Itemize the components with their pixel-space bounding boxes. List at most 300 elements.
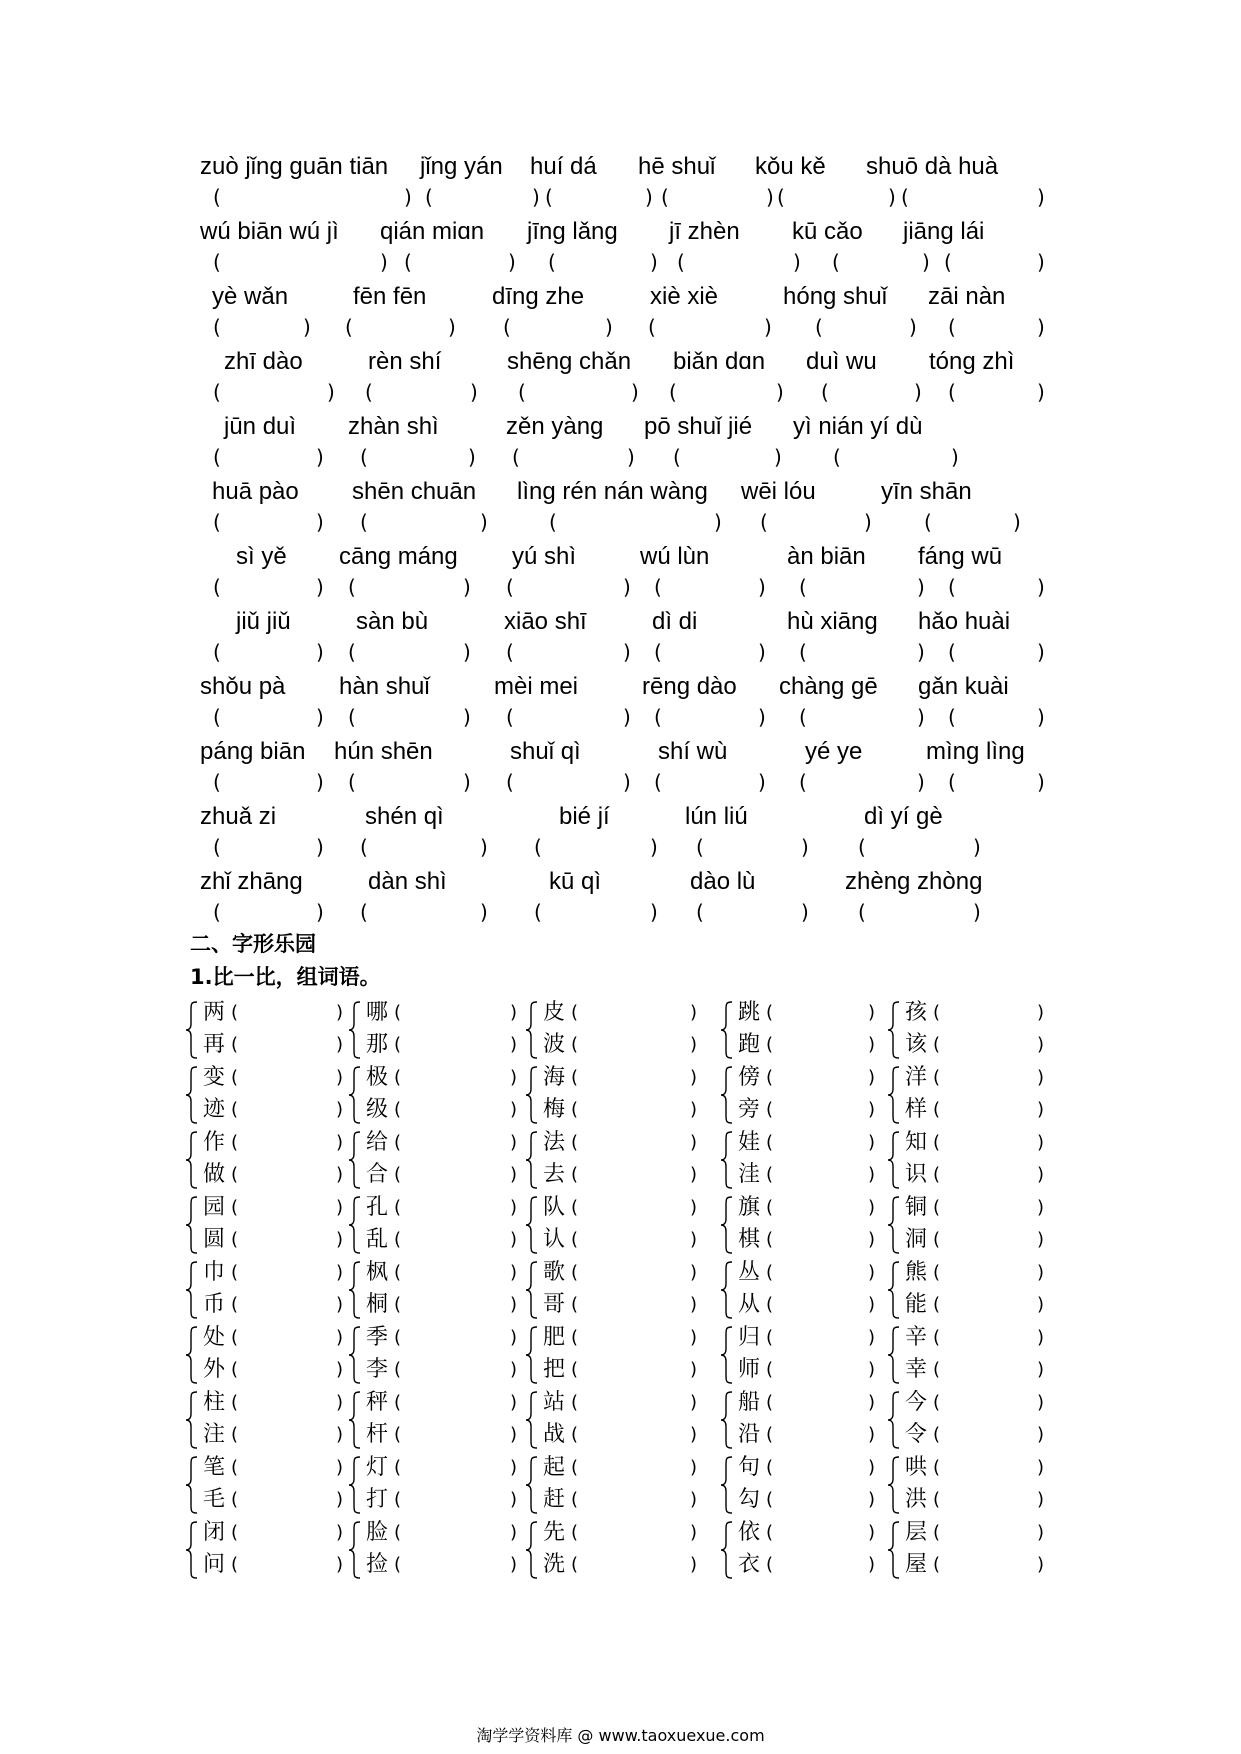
word-blank[interactable]: (	[394, 1262, 402, 1283]
answer-blank-open[interactable]: (	[512, 445, 520, 469]
answer-blank-open[interactable]: (	[948, 640, 956, 664]
answer-blank-close: )	[758, 575, 766, 599]
word-blank[interactable]: (	[394, 1099, 402, 1120]
char-pair	[720, 1453, 882, 1515]
char-pair	[185, 1193, 350, 1255]
char-pair	[720, 1193, 882, 1255]
word-blank[interactable]: (	[933, 1294, 941, 1315]
word-blank[interactable]: (	[394, 1132, 402, 1153]
compare-character: 屋	[905, 1552, 928, 1577]
answer-blank-open[interactable]: (	[799, 705, 807, 729]
answer-blank-open[interactable]: (	[948, 315, 956, 339]
word-blank[interactable]: (	[394, 1457, 402, 1478]
word-blank[interactable]: (	[933, 1132, 941, 1153]
answer-blank-open[interactable]: (	[348, 575, 356, 599]
compare-character: 洼	[738, 1162, 761, 1187]
brace-icon	[720, 1065, 734, 1129]
pinyin-word: zhī dào	[224, 348, 303, 375]
word-blank[interactable]: (	[766, 1229, 774, 1250]
compare-character: 再	[203, 1032, 226, 1057]
char-pair	[887, 1453, 1051, 1515]
word-blank[interactable]: (	[766, 1327, 774, 1348]
compare-character: 乱	[366, 1227, 389, 1252]
answer-blank-open[interactable]: (	[506, 575, 514, 599]
word-blank[interactable]: (	[933, 1229, 941, 1250]
answer-blank-open[interactable]: (	[506, 770, 514, 794]
answer-blank-close: )	[650, 900, 658, 924]
word-blank[interactable]: (	[766, 1034, 774, 1055]
char-pair	[185, 1323, 350, 1385]
answer-blank-open[interactable]: (	[518, 380, 526, 404]
pinyin-word: zěn yàng	[506, 413, 604, 440]
answer-blank-close: )	[650, 250, 658, 274]
answer-blank-open[interactable]: (	[348, 770, 356, 794]
pinyin-row	[0, 412, 1241, 472]
answer-blank-open[interactable]: (	[534, 900, 542, 924]
word-blank[interactable]: (	[766, 1002, 774, 1023]
answer-blank-open[interactable]: (	[901, 185, 909, 209]
compare-character: 从	[738, 1292, 761, 1317]
brace-icon	[348, 1195, 362, 1255]
brace-icon	[525, 1000, 539, 1060]
compare-character: 队	[543, 1195, 566, 1220]
answer-blank-open[interactable]: (	[821, 380, 829, 404]
pinyin-word: jī zhèn	[669, 218, 740, 245]
brace-icon	[887, 1065, 901, 1129]
word-blank[interactable]: (	[231, 1457, 239, 1478]
char-pair	[348, 1518, 524, 1580]
answer-blank-close: )	[917, 575, 925, 599]
answer-blank-close: )	[468, 445, 476, 469]
word-blank[interactable]: (	[766, 1457, 774, 1478]
word-blank[interactable]: (	[571, 1034, 579, 1055]
pinyin-word: dàn shì	[368, 868, 447, 895]
word-blank[interactable]: (	[394, 1229, 402, 1250]
word-blank-close: )	[868, 1002, 876, 1023]
answer-blank-open[interactable]: (	[833, 445, 841, 469]
word-blank[interactable]: (	[933, 1262, 941, 1283]
footer-watermark: 淘学学资料库 @ www.taoxuexue.com	[476, 1726, 765, 1745]
word-blank[interactable]: (	[571, 1554, 579, 1575]
word-blank[interactable]: (	[571, 1132, 579, 1153]
answer-blank-close: )	[623, 640, 631, 664]
char-pair	[887, 1323, 1051, 1385]
answer-blank-open[interactable]: (	[815, 315, 823, 339]
answer-blank-open[interactable]: (	[545, 185, 553, 209]
brace-icon	[720, 1065, 734, 1125]
brace-icon	[525, 1455, 539, 1519]
answer-blank-open[interactable]: (	[213, 380, 221, 404]
word-blank[interactable]: (	[933, 1164, 941, 1185]
word-blank-close: )	[336, 1359, 344, 1380]
compare-character: 丛	[738, 1260, 761, 1285]
word-blank[interactable]: (	[231, 1067, 239, 1088]
answer-blank-open[interactable]: (	[696, 900, 704, 924]
word-blank[interactable]: (	[571, 1424, 579, 1445]
answer-blank-open[interactable]: (	[404, 250, 412, 274]
answer-blank-close: )	[1037, 250, 1045, 274]
answer-blank-close: )	[508, 250, 516, 274]
word-blank[interactable]: (	[766, 1424, 774, 1445]
answer-blank-open[interactable]: (	[948, 575, 956, 599]
answer-blank-open[interactable]: (	[213, 900, 221, 924]
answer-blank-close: )	[973, 835, 981, 859]
brace-icon	[185, 1195, 199, 1255]
word-blank[interactable]: (	[394, 1554, 402, 1575]
answer-blank-open[interactable]: (	[944, 250, 952, 274]
answer-blank-close: )	[951, 445, 959, 469]
answer-blank-open[interactable]: (	[799, 640, 807, 664]
word-blank-close: )	[336, 1197, 344, 1218]
word-blank[interactable]: (	[571, 1067, 579, 1088]
brace-icon	[887, 1065, 901, 1125]
word-blank[interactable]: (	[766, 1359, 774, 1380]
answer-blank-open[interactable]: (	[345, 315, 353, 339]
compare-character: 法	[543, 1130, 566, 1155]
word-blank[interactable]: (	[394, 1424, 402, 1445]
answer-blank-close: )	[1013, 510, 1021, 534]
word-blank[interactable]: (	[766, 1197, 774, 1218]
pinyin-word: shēn chuān	[352, 478, 477, 505]
answer-blank-open[interactable]: (	[661, 185, 669, 209]
answer-blank-open[interactable]: (	[548, 250, 556, 274]
word-blank-close: )	[336, 1554, 344, 1575]
compare-character: 级	[366, 1097, 389, 1122]
compare-character: 先	[543, 1520, 566, 1545]
word-blank[interactable]: (	[571, 1164, 579, 1185]
word-blank[interactable]: (	[231, 1522, 239, 1543]
word-blank-close: )	[510, 1099, 518, 1120]
pinyin-word: kǒu kě	[755, 153, 826, 180]
char-pair	[887, 1193, 1051, 1255]
answer-blank-open[interactable]: (	[503, 315, 511, 339]
word-blank[interactable]: (	[231, 1554, 239, 1575]
answer-blank-open[interactable]: (	[654, 640, 662, 664]
word-blank[interactable]: (	[933, 1327, 941, 1348]
compare-character: 巾	[203, 1260, 226, 1285]
word-blank[interactable]: (	[766, 1294, 774, 1315]
answer-blank-open[interactable]: (	[213, 315, 221, 339]
word-blank[interactable]: (	[231, 1392, 239, 1413]
answer-blank-open[interactable]: (	[348, 705, 356, 729]
compare-character: 波	[543, 1032, 566, 1057]
answer-blank-open[interactable]: (	[648, 315, 656, 339]
answer-blank-open[interactable]: (	[799, 575, 807, 599]
word-blank[interactable]: (	[571, 1099, 579, 1120]
pinyin-word: zhǐ zhāng	[200, 868, 303, 895]
answer-blank-open[interactable]: (	[777, 185, 785, 209]
answer-blank-open[interactable]: (	[213, 770, 221, 794]
answer-blank-open[interactable]: (	[696, 835, 704, 859]
compare-character: 皮	[543, 1000, 566, 1025]
word-blank[interactable]: (	[933, 1392, 941, 1413]
word-blank[interactable]: (	[933, 1489, 941, 1510]
word-blank[interactable]: (	[231, 1099, 239, 1120]
answer-blank-open[interactable]: (	[948, 770, 956, 794]
word-blank[interactable]: (	[766, 1489, 774, 1510]
word-blank[interactable]: (	[571, 1229, 579, 1250]
compare-character: 棋	[738, 1227, 761, 1252]
answer-blank-open[interactable]: (	[654, 770, 662, 794]
compare-character: 合	[366, 1162, 389, 1187]
char-pair	[185, 1388, 350, 1450]
answer-blank-close: )	[623, 575, 631, 599]
brace-icon	[348, 1520, 362, 1580]
brace-icon	[525, 1520, 539, 1580]
brace-icon	[720, 1195, 734, 1255]
pinyin-word: shuǐ qì	[510, 738, 581, 765]
compare-character: 哪	[366, 1000, 389, 1025]
answer-blank-open[interactable]: (	[348, 640, 356, 664]
compare-character: 依	[738, 1520, 761, 1545]
word-blank[interactable]: (	[933, 1002, 941, 1023]
word-blank[interactable]: (	[394, 1359, 402, 1380]
brace-icon	[887, 1455, 901, 1515]
pinyin-word: gǎn kuài	[918, 673, 1009, 700]
answer-blank-open[interactable]: (	[654, 705, 662, 729]
answer-blank-open[interactable]: (	[654, 575, 662, 599]
answer-blank-open[interactable]: (	[673, 445, 681, 469]
pinyin-word: yú shì	[512, 543, 577, 570]
word-blank[interactable]: (	[394, 1392, 402, 1413]
brace-icon	[887, 1260, 901, 1324]
word-blank[interactable]: (	[766, 1522, 774, 1543]
word-blank[interactable]: (	[231, 1262, 239, 1283]
pinyin-word: biǎn dɑn	[673, 348, 766, 375]
word-blank[interactable]: (	[571, 1002, 579, 1023]
answer-blank-open[interactable]: (	[213, 510, 221, 534]
answer-blank-open[interactable]: (	[858, 835, 866, 859]
word-blank[interactable]: (	[766, 1554, 774, 1575]
brace-icon	[185, 1455, 199, 1519]
char-pair	[887, 998, 1051, 1060]
word-blank-close: )	[690, 1262, 698, 1283]
word-blank[interactable]: (	[766, 1099, 774, 1120]
word-blank[interactable]: (	[571, 1359, 579, 1380]
word-blank[interactable]: (	[394, 1489, 402, 1510]
word-blank[interactable]: (	[933, 1099, 941, 1120]
answer-blank-close: )	[764, 315, 772, 339]
answer-blank-open[interactable]: (	[213, 640, 221, 664]
compare-character: 战	[543, 1422, 566, 1447]
brace-icon	[887, 1520, 901, 1584]
answer-blank-close: )	[645, 185, 653, 209]
answer-blank-open[interactable]: (	[677, 250, 685, 274]
answer-blank-close: )	[864, 510, 872, 534]
word-blank-close: )	[690, 1327, 698, 1348]
brace-icon	[348, 1065, 362, 1125]
answer-blank-open[interactable]: (	[669, 380, 677, 404]
pinyin-word: shēng chǎn	[507, 348, 632, 375]
char-pair	[887, 1258, 1051, 1320]
answer-blank-open[interactable]: (	[213, 575, 221, 599]
word-blank[interactable]: (	[394, 1197, 402, 1218]
answer-blank-open[interactable]: (	[360, 835, 368, 859]
answer-blank-close: )	[380, 250, 388, 274]
char-pair	[887, 1063, 1051, 1125]
word-blank[interactable]: (	[394, 1002, 402, 1023]
char-pair	[525, 1063, 704, 1125]
word-blank-close: )	[1037, 1067, 1045, 1088]
word-blank-close: )	[868, 1067, 876, 1088]
brace-icon	[185, 1195, 199, 1259]
word-blank[interactable]: (	[933, 1197, 941, 1218]
answer-blank-open[interactable]: (	[425, 185, 433, 209]
brace-icon	[185, 1520, 199, 1580]
word-blank[interactable]: (	[571, 1489, 579, 1510]
compare-character: 层	[905, 1520, 928, 1545]
word-blank[interactable]: (	[766, 1164, 774, 1185]
pinyin-word: sì yě	[236, 543, 287, 570]
word-blank[interactable]: (	[394, 1522, 402, 1543]
word-blank-close: )	[336, 1002, 344, 1023]
answer-blank-open[interactable]: (	[832, 250, 840, 274]
answer-blank-close: )	[316, 705, 324, 729]
brace-icon	[525, 1195, 539, 1259]
answer-blank-open[interactable]: (	[213, 835, 221, 859]
char-pair	[185, 998, 350, 1060]
brace-icon	[348, 1260, 362, 1320]
answer-blank-close: )	[1037, 640, 1045, 664]
compare-character: 洞	[905, 1227, 928, 1252]
compare-character: 季	[366, 1325, 389, 1350]
word-blank[interactable]: (	[933, 1067, 941, 1088]
pinyin-word: mèi mei	[494, 673, 579, 700]
word-blank-close: )	[868, 1359, 876, 1380]
char-pair	[720, 1388, 882, 1450]
word-blank[interactable]: (	[571, 1522, 579, 1543]
char-pair	[720, 1323, 882, 1385]
brace-icon	[348, 1390, 362, 1450]
word-blank[interactable]: (	[571, 1392, 579, 1413]
compare-character: 娃	[738, 1130, 761, 1155]
answer-blank-open[interactable]: (	[549, 510, 557, 534]
answer-blank-open[interactable]: (	[799, 770, 807, 794]
pinyin-row	[0, 282, 1241, 342]
word-blank[interactable]: (	[933, 1522, 941, 1543]
word-blank[interactable]: (	[231, 1002, 239, 1023]
char-pair	[348, 1323, 524, 1385]
answer-blank-open[interactable]: (	[360, 900, 368, 924]
word-blank-close: )	[868, 1457, 876, 1478]
answer-blank-close: )	[776, 380, 784, 404]
pinyin-word: hù xiāng	[787, 608, 878, 635]
compare-character: 圆	[203, 1227, 226, 1252]
answer-blank-open[interactable]: (	[360, 510, 368, 534]
answer-blank-open[interactable]: (	[213, 705, 221, 729]
answer-blank-open[interactable]: (	[760, 510, 768, 534]
answer-blank-close: )	[758, 640, 766, 664]
word-blank[interactable]: (	[571, 1262, 579, 1283]
word-blank-close: )	[868, 1099, 876, 1120]
brace-icon	[185, 1325, 199, 1389]
compare-character: 洗	[543, 1552, 566, 1577]
word-blank-close: )	[868, 1197, 876, 1218]
word-blank[interactable]: (	[394, 1164, 402, 1185]
answer-blank-open[interactable]: (	[506, 705, 514, 729]
word-blank[interactable]: (	[933, 1424, 941, 1445]
word-blank[interactable]: (	[231, 1424, 239, 1445]
word-blank[interactable]: (	[231, 1489, 239, 1510]
compare-character: 知	[905, 1130, 928, 1155]
word-blank-close: )	[336, 1424, 344, 1445]
answer-blank-open[interactable]: (	[360, 445, 368, 469]
char-pair	[720, 1518, 882, 1580]
answer-blank-open[interactable]: (	[506, 640, 514, 664]
pinyin-word: hàn shuǐ	[339, 673, 430, 700]
word-blank[interactable]: (	[231, 1327, 239, 1348]
word-blank[interactable]: (	[231, 1034, 239, 1055]
answer-blank-open[interactable]: (	[858, 900, 866, 924]
word-blank[interactable]: (	[571, 1327, 579, 1348]
compare-character: 问	[203, 1552, 226, 1577]
word-blank[interactable]: (	[766, 1067, 774, 1088]
word-blank[interactable]: (	[571, 1294, 579, 1315]
answer-blank-open[interactable]: (	[924, 510, 932, 534]
word-blank-close: )	[1037, 1132, 1045, 1153]
compare-character: 洪	[905, 1487, 928, 1512]
answer-blank-open[interactable]: (	[948, 705, 956, 729]
answer-blank-open[interactable]: (	[213, 445, 221, 469]
answer-blank-close: )	[1037, 770, 1045, 794]
word-blank[interactable]: (	[766, 1262, 774, 1283]
word-blank-close: )	[336, 1099, 344, 1120]
word-blank-close: )	[690, 1522, 698, 1543]
brace-icon	[525, 1390, 539, 1454]
word-blank[interactable]: (	[231, 1164, 239, 1185]
word-blank-close: )	[690, 1002, 698, 1023]
word-blank[interactable]: (	[394, 1067, 402, 1088]
compare-character: 笔	[203, 1455, 226, 1480]
word-blank[interactable]: (	[394, 1034, 402, 1055]
word-blank[interactable]: (	[231, 1197, 239, 1218]
word-blank[interactable]: (	[394, 1327, 402, 1348]
answer-blank-open[interactable]: (	[948, 380, 956, 404]
word-blank[interactable]: (	[231, 1359, 239, 1380]
word-blank[interactable]: (	[933, 1457, 941, 1478]
word-blank-close: )	[336, 1229, 344, 1250]
compare-character: 给	[366, 1130, 389, 1155]
compare-character: 桐	[366, 1292, 389, 1317]
pinyin-word: hǎo huài	[918, 608, 1011, 635]
pinyin-row	[0, 477, 1241, 537]
word-blank-close: )	[868, 1522, 876, 1543]
word-blank[interactable]: (	[766, 1392, 774, 1413]
answer-blank-open[interactable]: (	[534, 835, 542, 859]
pinyin-word: dào lù	[690, 868, 756, 895]
answer-blank-open[interactable]: (	[365, 380, 373, 404]
word-blank[interactable]: (	[571, 1197, 579, 1218]
pinyin-word: xiè xiè	[650, 283, 719, 310]
word-blank[interactable]: (	[933, 1034, 941, 1055]
brace-icon	[348, 1260, 362, 1324]
word-blank[interactable]: (	[394, 1294, 402, 1315]
pinyin-row	[0, 607, 1241, 667]
word-blank[interactable]: (	[231, 1229, 239, 1250]
answer-blank-close: )	[888, 185, 896, 209]
answer-blank-open[interactable]: (	[213, 250, 221, 274]
word-blank[interactable]: (	[231, 1294, 239, 1315]
word-blank[interactable]: (	[766, 1132, 774, 1153]
word-blank[interactable]: (	[571, 1457, 579, 1478]
word-blank[interactable]: (	[231, 1132, 239, 1153]
word-blank[interactable]: (	[933, 1554, 941, 1575]
word-blank[interactable]: (	[933, 1359, 941, 1380]
answer-blank-open[interactable]: (	[213, 185, 221, 209]
brace-icon	[185, 1000, 199, 1064]
compare-character: 哥	[543, 1292, 566, 1317]
char-pair	[348, 1453, 524, 1515]
